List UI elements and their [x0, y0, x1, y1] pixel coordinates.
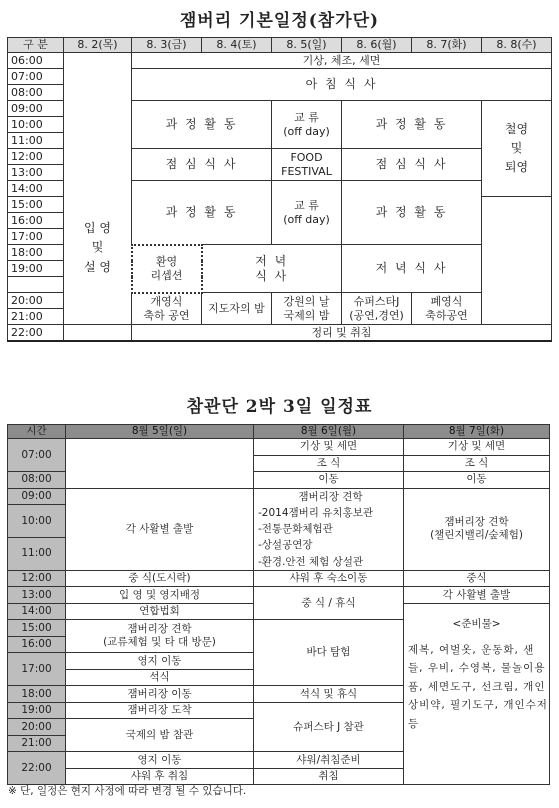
time-cell: 12:00 [8, 570, 66, 587]
time-cell: 08:00 [8, 472, 66, 489]
time-cell: 11:00 [8, 538, 66, 571]
exchange-cell: 교 류 (off day) [272, 181, 342, 245]
breakfast-cell: 조 식 [254, 455, 404, 472]
time-cell: 11:00 [8, 133, 64, 149]
move-cell: 영지 이동 [66, 653, 254, 670]
tour-title: 잼버리장 견학 [298, 490, 363, 503]
time-cell: 07:00 [8, 439, 66, 472]
time-cell: 08:00 [8, 85, 64, 101]
header-cell: 8. 8(수) [482, 38, 552, 53]
header-cell: 8. 7(화) [412, 38, 482, 53]
depart-cell: 각 사활별 출발 [66, 488, 254, 570]
time-cell: 13:00 [8, 165, 64, 181]
blank-cell [64, 325, 132, 342]
header-cell: 8. 5(일) [272, 38, 342, 53]
wash-cell: 기상 및 세면 [254, 439, 404, 456]
shower-prep-cell: 샤워/취침준비 [254, 752, 404, 769]
time-cell: 09:00 [8, 488, 66, 505]
time-cell: 15:00 [8, 620, 66, 637]
lunch-rest-cell: 중 식 / 휴식 [254, 587, 404, 620]
blank-cell [66, 439, 254, 489]
supplies-cell [404, 603, 550, 785]
meal-cell: 석식 [66, 669, 254, 686]
time-cell: 06:00 [8, 53, 64, 69]
time-cell: 14:00 [8, 603, 66, 620]
entry-tail [64, 293, 132, 325]
time-cell [8, 277, 64, 293]
header-cell: 8. 6(월) [342, 38, 412, 53]
intl-night-cell: 국제의 밤 참관 [66, 719, 254, 752]
time-cell: 19:00 [8, 261, 64, 277]
time-cell: 21:00 [8, 309, 64, 325]
jamboree-tour-cell [254, 488, 404, 570]
food-festival-cell: FOOD FESTIVAL [272, 149, 342, 181]
time-cell: 07:00 [8, 69, 64, 85]
gangwon-cell: 강원의 날 국제의 밤 [272, 293, 342, 325]
time-cell: 16:00 [8, 636, 66, 653]
arrive-cell: 잼버리장 도착 [66, 702, 254, 719]
entry-cell: 입 영 및 영지배정 [66, 587, 254, 604]
header-cell: 8월 6일(월) [254, 425, 404, 439]
time-cell: 10:00 [8, 505, 66, 538]
time-cell: 14:00 [8, 181, 64, 197]
program-cell: 과 정 활 동 [132, 181, 272, 245]
header-cell: 시간 [8, 425, 66, 439]
superstar-cell: 슈퍼스타 J 참관 [254, 702, 404, 752]
exchange-cell: 교 류 (off day) [272, 101, 342, 149]
lunch-cell: 중 식(도시락) [66, 570, 254, 587]
header-cell: 8. 4(토) [202, 38, 272, 53]
time-cell: 18:00 [8, 686, 66, 703]
tour-item: -환경.안전 체험 상설관 [258, 555, 364, 568]
move-cell: 이동 [404, 472, 550, 489]
header-cell: 8월 7일(화) [404, 425, 550, 439]
time-cell: 18:00 [8, 245, 64, 261]
time-cell: 20:00 [8, 293, 64, 309]
meeting-cell: 연합법회 [66, 603, 254, 620]
lunch-cell: 중식 [404, 570, 550, 587]
superstar-cell: 슈퍼스타J (공연,경연) [342, 293, 412, 325]
tour-item: -전통문화체험관 [258, 523, 333, 536]
header-cell: 8월 5일(일) [66, 425, 254, 439]
dinner-cell: 저 녁 식 사 [342, 245, 482, 293]
time-cell: 17:00 [8, 653, 66, 686]
tour-cell: 잼버리장 견학 (교류체험 및 타 대 방문) [66, 620, 254, 653]
time-cell: 12:00 [8, 149, 64, 165]
move-cell: 잼버리장 이동 [66, 686, 254, 703]
schedule-title-1: 잼버리 기본일정(참가단) [179, 11, 380, 31]
time-cell: 22:00 [8, 325, 64, 342]
time-cell: 10:00 [8, 117, 64, 133]
time-cell: 17:00 [8, 229, 64, 245]
supplies-list: 제복, 여벌옷, 운동화, 샌들, 우비, 수영복, 물놀이용품, 세면도구, 선크림, 개인상비약, 필기도구, 개인수저 등 [408, 644, 548, 730]
wake-cell: 기상, 체조, 세면 [132, 53, 552, 69]
dinner-rest-cell: 석식 및 휴식 [254, 686, 404, 703]
header-cell: 구 분 [8, 38, 64, 53]
time-cell: 09:00 [8, 101, 64, 117]
lunch-cell: 점 심 식 사 [342, 149, 482, 181]
shower-sleep-cell: 샤워 후 취침 [66, 768, 254, 785]
schedule-title-2: 참관단 2박 3일 일정표 [186, 397, 373, 417]
supplies-title: <준비물> [452, 617, 501, 630]
welcome-reception-cell: 환영 리셉션 [132, 245, 202, 293]
time-cell: 13:00 [8, 587, 66, 604]
program-cell: 과 정 활 동 [342, 101, 482, 149]
time-cell: 16:00 [8, 213, 64, 229]
tour-item: -상설공연장 [258, 539, 313, 552]
opening-cell: 개영식 축하 공연 [132, 293, 202, 325]
cleanup-cell: 정리 및 취침 [132, 325, 552, 342]
tour-item: -2014잼버리 유치홍보관 [258, 506, 373, 519]
program-cell: 과 정 활 동 [342, 181, 482, 245]
departure-cell: 철영 및 퇴영 [482, 101, 552, 197]
leader-night-cell: 지도자의 밤 [202, 293, 272, 325]
time-cell: 20:00 [8, 719, 66, 736]
footnote: ※ 단, 일정은 현지 사정에 따라 변경 될 수 있습니다. [8, 785, 247, 797]
sea-cell: 바다 탐험 [254, 620, 404, 686]
closing-cell: 폐영식 축하공연 [412, 293, 482, 325]
header-cell: 8. 3(금) [132, 38, 202, 53]
dinner-cell: 저 녁 식 사 [202, 245, 342, 293]
move-cell: 영지 이동 [66, 752, 254, 769]
time-cell: 15:00 [8, 197, 64, 213]
time-cell: 22:00 [8, 752, 66, 785]
breakfast-cell: 아 침 식 사 [132, 69, 552, 101]
jamboree-tour-cell: 잼버리장 견학 (챌린지밸리/숲체험) [404, 488, 550, 570]
basic-schedule-table [7, 37, 552, 342]
lunch-cell: 점 심 식 사 [132, 149, 272, 181]
wash-cell: 기상 및 세면 [404, 439, 550, 456]
sleep-cell: 취침 [254, 768, 404, 785]
shower-cell: 샤워 후 숙소이동 [254, 570, 404, 587]
observer-schedule-table [7, 424, 550, 785]
program-cell: 과 정 활 동 [132, 101, 272, 149]
entry-cell: 입 영 및 설 영 [64, 216, 131, 280]
breakfast-cell: 조 식 [404, 455, 550, 472]
move-cell: 이동 [254, 472, 404, 489]
time-cell: 21:00 [8, 735, 66, 752]
depart-cell: 각 사활별 출발 [404, 587, 550, 604]
time-cell: 19:00 [8, 702, 66, 719]
header-cell: 8. 2(목) [64, 38, 132, 53]
